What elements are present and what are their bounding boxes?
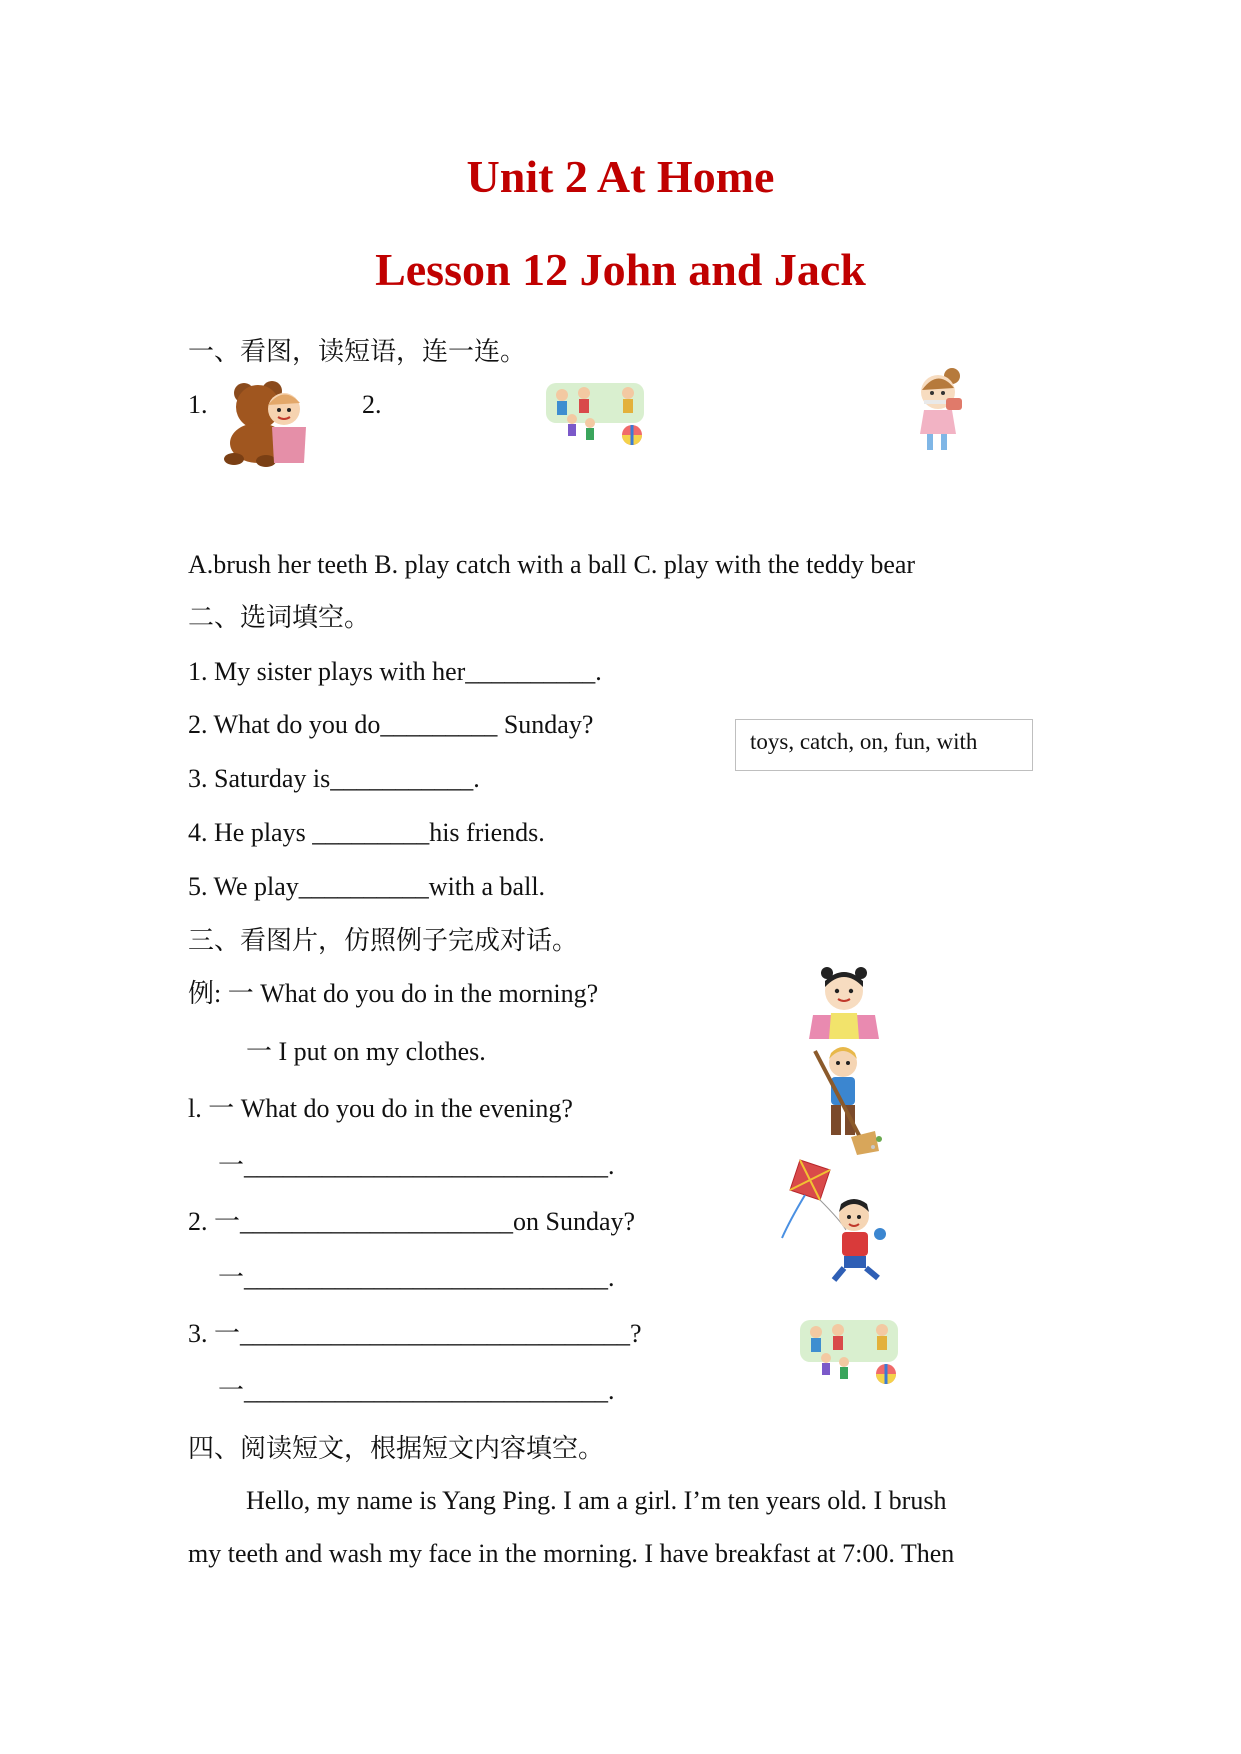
girl-brushing-teeth-picture [910, 368, 974, 456]
boy-sweeping-picture [805, 1047, 885, 1157]
word-bank-text: toys, catch, on, fun, with [750, 729, 978, 754]
word-bank-box [735, 719, 1033, 771]
teddy-bear-picture [222, 375, 312, 465]
lesson-title: Lesson 12 John and Jack [375, 244, 866, 295]
boy-flying-kite-picture [780, 1160, 892, 1288]
section1-heading: 一、看图，读短语，连一连。 [188, 337, 527, 366]
example-answer: 一 I put on my clothes. [246, 1037, 486, 1066]
example-question: 例: 一 What do you do in the morning? [188, 979, 599, 1008]
fill-item-3: 3. Saturday is___________. [188, 764, 480, 793]
fill-item-5: 5. We play__________with a ball. [188, 872, 546, 901]
section4-heading: 四、阅读短文，根据短文内容填空。 [188, 1434, 605, 1463]
fill-item-2: 2. What do you do_________ Sunday? [188, 710, 594, 739]
dialogue-line-3q: 3. 一______________________________? [188, 1319, 642, 1348]
matching-options: A.brush her teeth B. play catch with a ball C. play with the teddy bear [188, 550, 916, 579]
reading-paragraph-line-2: my teeth and wash my face in the morning. I have breakfast at 7:00. Then [188, 1539, 955, 1568]
dialogue-line-2q: 2. 一_____________________on Sunday? [188, 1207, 636, 1236]
fill-item-1: 1. My sister plays with her__________. [188, 657, 602, 686]
unit-title: Unit 2 At Home [466, 151, 775, 202]
fill-item-4: 4. He plays _________his friends. [188, 818, 545, 847]
item-number-2: 2. [362, 390, 382, 419]
dialogue-line-1a: 一____________________________. [218, 1151, 615, 1180]
dialogue-line-2a: 一____________________________. [218, 1263, 615, 1292]
section3-heading: 三、看图片，仿照例子完成对话。 [188, 926, 579, 955]
section2-heading: 二、选词填空。 [188, 603, 371, 632]
dialogue-line-1q: l. 一 What do you do in the evening? [188, 1094, 573, 1123]
reading-paragraph-line-1: Hello, my name is Yang Ping. I am a girl. I’m ten years old. I brush [246, 1486, 947, 1515]
girl-dressing-picture [805, 965, 883, 1041]
kids-playing-catch-picture-2 [800, 1320, 898, 1386]
item-number-1: 1. [188, 390, 208, 419]
kids-playing-catch-picture [546, 383, 644, 447]
dialogue-line-3a: 一____________________________. [218, 1376, 615, 1405]
